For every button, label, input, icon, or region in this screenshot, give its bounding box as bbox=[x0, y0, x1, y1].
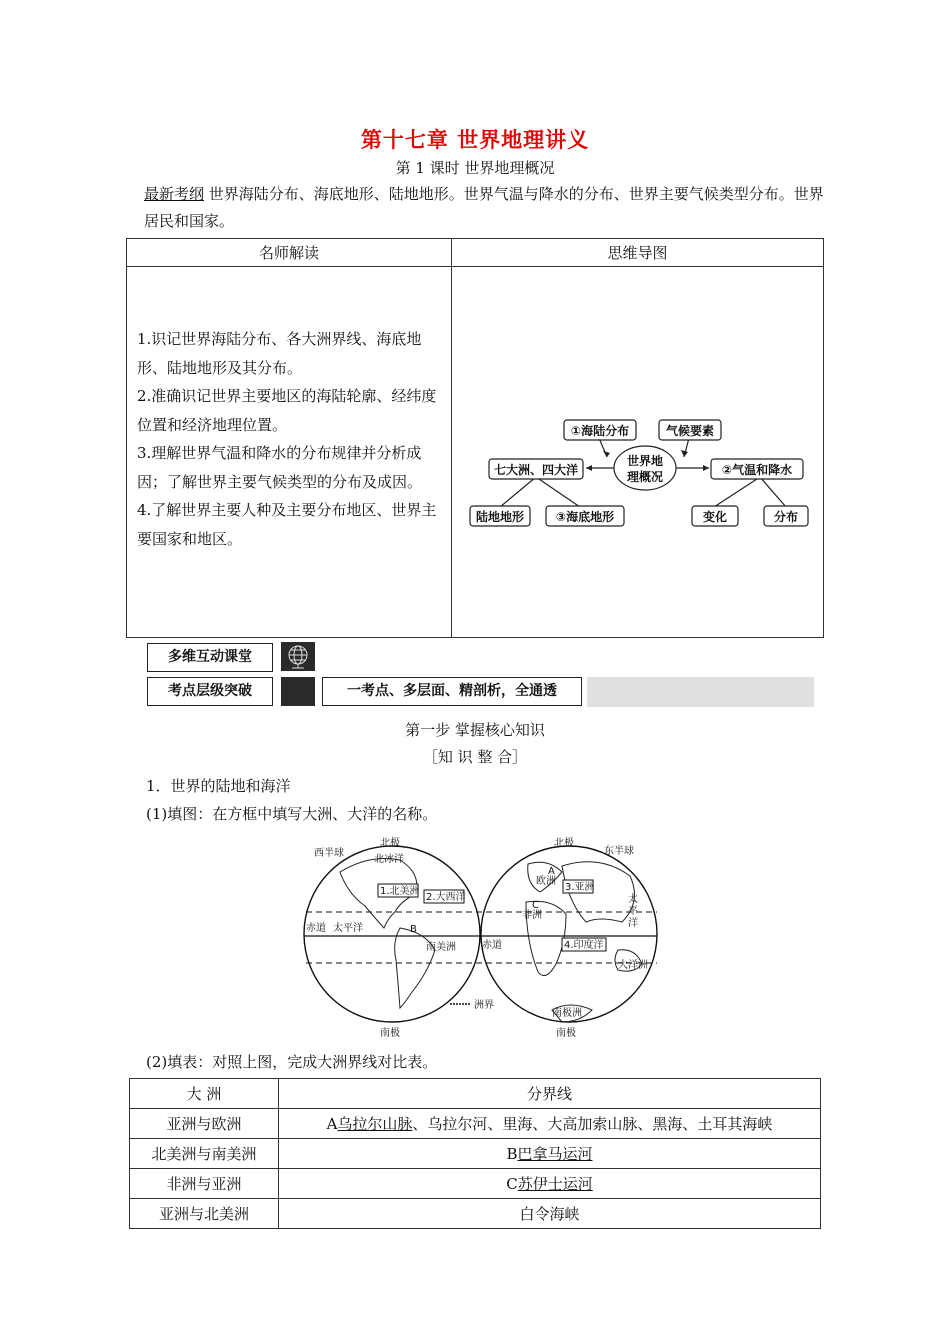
map-south-pole-w: 南极 bbox=[380, 1028, 400, 1039]
mm-haulu: ①海陆分布 bbox=[570, 424, 630, 438]
map-south-pole-e: 南极 bbox=[556, 1028, 576, 1039]
reading-item: 2.准确识记世界主要地区的海陆轮廓、经纬度位置和经济地理位置。 bbox=[137, 387, 437, 434]
map-east-hemi: 东半球 bbox=[604, 846, 634, 857]
map-africa: 非洲 bbox=[522, 910, 542, 921]
map-south-america: 南美洲 bbox=[426, 942, 456, 953]
boundary-answer: 乌拉尔山脉 bbox=[337, 1115, 413, 1133]
table-header-boundary: 分界线 bbox=[279, 1079, 821, 1109]
globe-icon bbox=[281, 642, 315, 671]
gray-bar bbox=[587, 677, 814, 707]
map-equator-e: 赤道 bbox=[482, 940, 502, 951]
row-boundary bbox=[279, 1169, 821, 1199]
map-box-1: 1.北美洲 bbox=[380, 886, 420, 897]
boundary-answer: 苏伊士运河 bbox=[517, 1175, 593, 1193]
boundary-table bbox=[129, 1078, 821, 1229]
map-europe: 欧洲 bbox=[536, 876, 556, 887]
reading-item: 4.了解世界主要人种及主要分布地区、世界主要国家和地区。 bbox=[137, 501, 437, 548]
mm-qiwen: ②气温和降水 bbox=[721, 463, 793, 477]
mind-map-cell bbox=[452, 267, 824, 638]
boundary-letter: C bbox=[506, 1175, 518, 1193]
banner-interactive-class: 多维互动课堂 bbox=[147, 643, 273, 672]
reading-item: 3.理解世界气温和降水的分布规律并分析成因；了解世界主要气候类型的分布及成因。 bbox=[137, 444, 423, 491]
map-label-b: B bbox=[410, 924, 417, 935]
map-box-4: 4.印度洋 bbox=[564, 940, 604, 951]
section-heading: 1．世界的陆地和海洋 bbox=[146, 777, 291, 795]
knowledge-heading: ［知 识 整 合］ bbox=[422, 748, 528, 766]
mm-ludi: 陆地地形 bbox=[475, 510, 525, 524]
table-row bbox=[130, 1199, 821, 1229]
row-continents: 北美洲与南美洲 bbox=[130, 1139, 279, 1169]
boundary-letter: A bbox=[326, 1115, 338, 1133]
header-teacher-reading: 名师解读 bbox=[127, 239, 452, 267]
table-row bbox=[130, 1139, 821, 1169]
mm-haidi: ③海底地形 bbox=[555, 510, 615, 524]
map-antarctica: 南极洲 bbox=[552, 1008, 582, 1019]
outline-text: 世界海陆分布、海底地形、陆地地形。世界气温与降水的分布、世界主要气候类型分布。世界居民和国家。 bbox=[144, 185, 824, 230]
map-oceania: 大洋洲 bbox=[618, 960, 648, 971]
mm-center-2: 理概况 bbox=[626, 470, 664, 484]
boundary-rest: 、乌拉尔河、里海、大高加索山脉、黑海、土耳其海峡 bbox=[412, 1115, 773, 1133]
exam-outline bbox=[144, 181, 824, 235]
mm-qihou: 气候要素 bbox=[665, 424, 715, 438]
row-continents: 非洲与亚洲 bbox=[130, 1169, 279, 1199]
map-pacific-w: 太平洋 bbox=[333, 923, 363, 934]
question-fill-table: (2)填表：对照上图，完成大洲界线对比表。 bbox=[146, 1053, 438, 1071]
step-heading: 第一步 掌握核心知识 bbox=[405, 721, 545, 739]
map-arctic-ocean: 北冰洋 bbox=[374, 854, 404, 865]
lesson-subtitle: 第 1 课时 世界地理概况 bbox=[395, 159, 555, 177]
table-header-continent: 大 洲 bbox=[130, 1079, 279, 1109]
mm-bianhua: 变化 bbox=[702, 510, 728, 524]
header-mind-map: 思维导图 bbox=[452, 239, 824, 267]
map-box-3: 3.亚洲 bbox=[565, 882, 595, 893]
map-boundary-legend: 洲界 bbox=[474, 1000, 494, 1011]
table-row bbox=[130, 1109, 821, 1139]
dark-square-icon bbox=[281, 677, 315, 706]
page-title: 第十七章 世界地理讲义 bbox=[360, 127, 590, 152]
question-fill-map: (1)填图：在方框中填写大洲、大洋的名称。 bbox=[146, 805, 438, 823]
boundary-answer: 巴拿马运河 bbox=[517, 1145, 593, 1163]
map-north-pole-e: 北极 bbox=[554, 838, 574, 849]
row-boundary bbox=[279, 1109, 821, 1139]
mm-fenbu: 分布 bbox=[773, 510, 799, 524]
table-row bbox=[130, 1169, 821, 1199]
overview-table bbox=[126, 238, 824, 638]
map-north-pole-w: 北极 bbox=[380, 838, 400, 849]
row-continents: 亚洲与欧洲 bbox=[130, 1109, 279, 1139]
row-continents: 亚洲与北美洲 bbox=[130, 1199, 279, 1229]
row-boundary: 白令海峡 bbox=[279, 1199, 821, 1229]
world-map bbox=[300, 832, 660, 1040]
map-equator-w: 赤道 bbox=[306, 923, 326, 934]
map-pacific-e2: 平 bbox=[628, 906, 638, 917]
map-pacific-e1: 太 bbox=[628, 894, 638, 905]
row-boundary bbox=[279, 1139, 821, 1169]
map-label-a: A bbox=[548, 866, 555, 877]
boundary-letter: B bbox=[506, 1145, 518, 1163]
mm-center-1: 世界地 bbox=[626, 454, 664, 468]
outline-label: 最新考纲 bbox=[144, 185, 205, 203]
banner-slogan: 一考点、多层面、精剖析，全通透 bbox=[322, 677, 582, 706]
teacher-reading-cell bbox=[127, 267, 452, 638]
map-label-c: C bbox=[532, 900, 539, 911]
mm-zhou: 七大洲、四大洋 bbox=[493, 463, 579, 477]
reading-item: 1.识记世界海陆分布、各大洲界线、海底地形、陆地地形及其分布。 bbox=[137, 330, 422, 377]
banner-key-points: 考点层级突破 bbox=[147, 677, 273, 706]
map-pacific-e3: 洋 bbox=[628, 918, 638, 929]
map-west-hemi: 西半球 bbox=[314, 848, 344, 859]
map-box-2: 2.大西洋 bbox=[426, 892, 466, 903]
mind-map bbox=[452, 267, 824, 637]
